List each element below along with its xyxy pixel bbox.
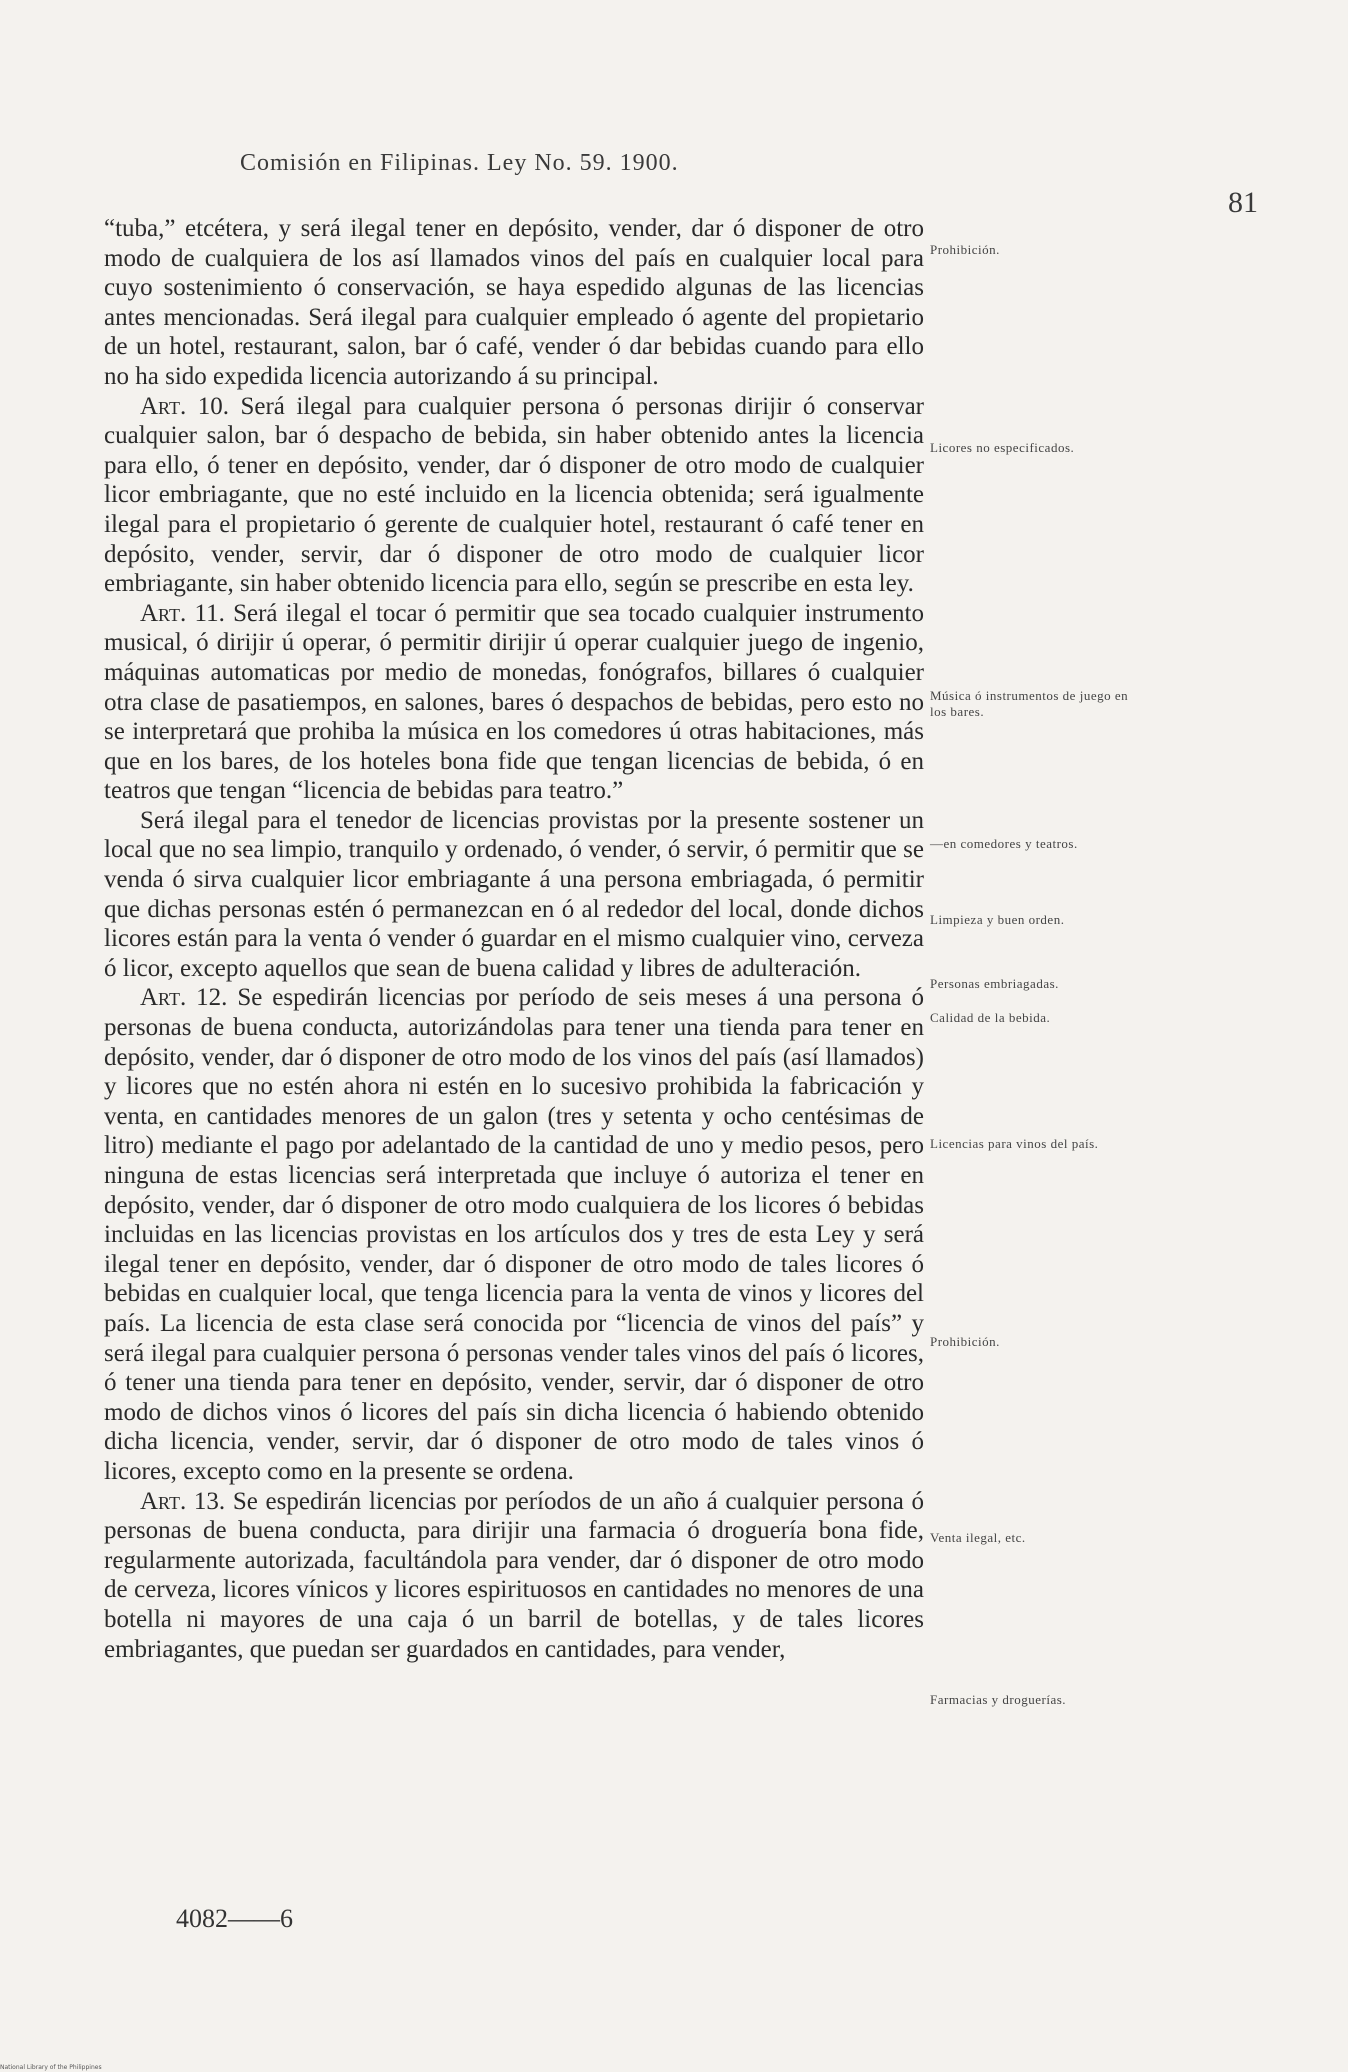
paragraph-text: Será ilegal el tocar ó permitir que sea tocado cualquier instrumento musical, ó dirijir ú operar, ó permitir dirijir ú operar cualquier juego de ingenio, máquinas automaticas por medio de monedas, fonógrafos, billares ó cualquier otra clase de pasatiempos, en salones, bares ó despachos de bebidas, pero esto no se interpretará que prohiba la música en los comedores ú otras habitaciones, más que en los bares, de los hoteles bona fide que tengan licencias de bebida, ó en teatros que tengan “licencia de bebidas para teatro.” (104, 599, 924, 805)
page-number: 81 (1228, 186, 1258, 219)
article-13 (104, 1487, 924, 1665)
article-11 (104, 599, 924, 806)
signature-mark: 4082——6 (176, 1904, 293, 1933)
article-label: Art. 12. (140, 984, 228, 1012)
margin-note-licores: Licores no especificados. (930, 440, 1075, 455)
margin-note-calidad: Calidad de la bebida. (930, 1010, 1051, 1025)
paragraph (104, 806, 924, 984)
margin-note-licencias-vinos: Licencias para vinos del país. (930, 1136, 1099, 1151)
margin-note-venta-ilegal: Venta ilegal, etc. (930, 1530, 1026, 1545)
margin-note-farmacias: Farmacias y droguerías. (930, 1692, 1067, 1707)
body-text (104, 214, 924, 1664)
margin-note-limpieza: Limpieza y buen orden. (930, 912, 1065, 927)
article-label: Art. 11. (140, 599, 225, 627)
paragraph-text: “tuba,” etcétera, y será ilegal tener en depósito, vender, dar ó disponer de otro modo de cualquiera de los así llamados vinos del país en cualquier local para cuyo sostenimiento ó conservación, se haya espedido algunas de las licencias antes mencionadas. Será ilegal para cualquier empleado ó agente del propietario de un hotel, restaurant, salon, bar ó café, vender ó dar bebidas cuando para ello no ha sido expedida licencia autorizando á su principal. (104, 215, 924, 390)
article-12 (104, 983, 924, 1486)
margin-note-prohibicion-2: Prohibición. (930, 1334, 1000, 1349)
paragraph-text: Se espedirán licencias por períodos de un año á cualquier persona ó personas de buena conducta, para dirijir una farmacia ó droguería bona fide, regularmente autorizada, facultándola para vender, dar ó disponer de otro modo de cerveza, licores vínicos y licores espirituosos en cantidades no menores de una botella ni mayores de una caja ó un barril de botellas, y de tales licores embriagantes, que puedan ser guardados en cantidades, para vender, (104, 1487, 925, 1663)
paragraph-text: Será ilegal para el tenedor de licencias provistas por la presente sostener un local que no sea limpio, tranquilo y ordenado, ó vender, ó servir, ó permitir que se venda ó sirva cualquier licor embriagante á una persona embriagada, ó permitir que dichas personas estén ó permanezcan en ó al rededor del local, donde dichos licores están para la venta ó vender ó guardar en el mismo cualquier vino, cerveza ó licor, excepto aquellos que sean de buena calidad y libres de adulteración. (104, 806, 924, 982)
paragraph (104, 214, 924, 392)
article-label: Art. 10. (140, 392, 229, 420)
margin-note-prohibicion: Prohibición. (930, 242, 1000, 257)
article-10 (104, 392, 924, 599)
article-label: Art. 13. (140, 1487, 226, 1515)
paragraph-text: Se espedirán licencias por período de seis meses á una persona ó personas de buena conducta, autorizándolas para tener una tienda para tener en depósito, vender, dar ó disponer de otro modo de los vinos del país (así llamados) y licores que no estén ahora ni estén en lo sucesivo prohibida la fabricación y venta, en cantidades menores de un galon (tres y setenta y ocho centésimas de litro) mediante el pago por adelantado de la cantidad de uno y medio pesos, pero ninguna de estas licencias será interpretada que incluye ó autoriza el tener en depósito, vender, dar ó disponer de otro modo cualquiera de los licores ó bebidas incluidas en las licencias provistas en los artículos dos y tres de esta Ley y será ilegal tener en depósito, vender, dar ó disponer de otro modo de tales licores ó bebidas en cualquier local, que tenga licencia para la venta de vinos y licores del país. La licencia de esta clase será conocida por “licencia de vinos del país” y será ilegal para cualquier persona ó personas vender tales vinos del país ó licores, ó tener una tienda para tener en depósito, vender, servir, dar ó disponer de otro modo de dichos vinos ó licores del país sin dicha licencia ó habiendo obtenido dicha licencia, vender, servir, dar ó disponer de otro modo de tales vinos ó licores, excepto como en la presente se ordena. (104, 984, 924, 1485)
margin-note-embriagadas: Personas embriagadas. (930, 976, 1059, 991)
scan-credit: National Library of the Philippines (0, 2064, 102, 2071)
margin-note-musica: Música ó instrumentos de juego en los bares. (930, 688, 1129, 719)
margin-note-comedores: —en comedores y teatros. (930, 836, 1078, 851)
running-title: Comisión en Filipinas. Ley No. 59. 1900. (240, 150, 679, 176)
paragraph-text: Será ilegal para cualquier persona ó personas dirijir ó conservar cualquier salon, bar ó despacho de bebida, sin haber obtenido antes la licencia para ello, ó tener en depósito, vender, dar ó disponer de otro modo de cualquier licor embriagante, que no esté incluido en la licencia obtenida; será igualmente ilegal para el propietario ó gerente de cualquier hotel, restaurant ó café tener en depósito, vender, servir, dar ó disponer de otro modo de cualquier licor embriagante, sin haber obtenido licencia para ello, según se prescribe en esta ley. (104, 392, 924, 598)
